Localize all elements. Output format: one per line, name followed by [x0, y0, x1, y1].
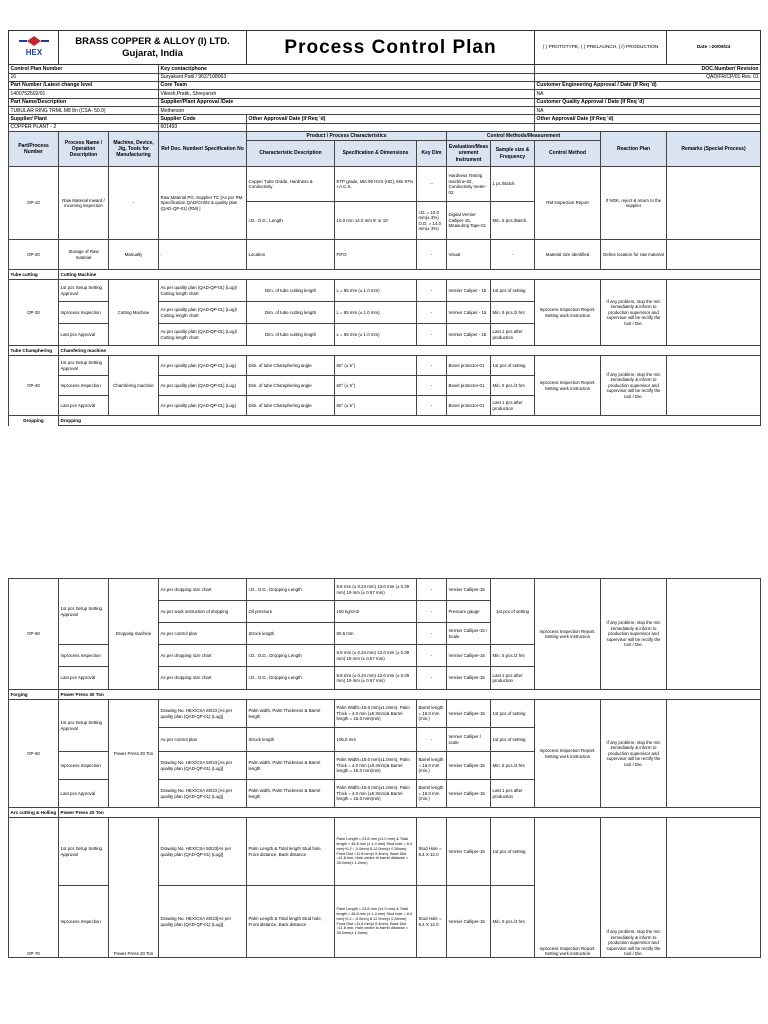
op70-row-2: Inprocess Inspection Drawing No. HEX/CSA 50/23[As per quality plan (QAD-QP-01) (Lug)] Palm Length & Total length Stud hole, Front distance, Back distance Palm Length = 23.6 mm (±1.0 mm) & Total length = 46.8 mm (± 1.4 mm) Stud hole = 8.4 mm(+0.2 / -0.0mm) 8.12.0mm(± 0.36mm) Front Dist =11.8 mm(± 0.4mm), Back Dist =11.8 mm, Hole centre to barrel distance = 35.0mm(± 1.0mm) Stud Hole = 8.4 X 12.0 Vernier Calliper-15 Min. 5 pcs./2 hrs — [9, 886, 761, 958]
op60-row-1: OP-60 1st pcs Setup Setting Approval Power Press 30 Ton Drawing No. HEX/CSA 50/23 [As per quality plan (QAD-QP-01) (Lug)] Palm width, Palm Thickness & Barrel length Palm Width=18.0 mm(±1.0mm), Palm Thick = 4.0 mm (±0.3mm)& Barrel length = 16.0 mm(min) Barrel length = 16.0 mm (min.) Vernier Calliper-15 1st pcs of setting Inprocess Inspection Report. Setting work instruction If any problem, stop the m/c immediately & inform to production supervisor and supervisor will be rectify the tool / Die. — [9, 700, 761, 728]
plan-date: Date :-20/09/24 — [667, 31, 761, 65]
op40-row-2: Inprocess Inspection As per quality plan (QAD-QP-01) (Lug) Dim. of tube Champhering angle 60° (± 5°) - Bevel protector-01 Min. 5 pcs./2 hrs — [9, 376, 761, 396]
part-name: TUBULAR RING TRML M8 8n (CSA- 50.0) — [9, 107, 159, 115]
col-evaluation: Evaluation/Measurement Instrument — [447, 141, 491, 167]
phase-selector: ( ) PROTOTYPE, ( ) PRELAUNCH, (√) PRODUCTION — [535, 31, 667, 65]
key-contact: Suryakant Patil / 9637108063 — [159, 73, 535, 81]
op10-row-1: OP-10 Raw Material Inward / incoming inspection - Raw Material PO, Supplier TC [As per RM Specification QAD/CH/02 & quality plan (QAD-QP-01) (RM) ] Copper Tube Grade, Hardness & Conductivity ETP grade, Min 90 HVS (HD), Min 97% I.A.C.S. -- Hardness Testing machine-02, Conductivity meter-02 1 pc./Batch. RM Inspection Report If NOK, reject & return to the supplier — [9, 167, 761, 202]
page-title: Process Control Plan — [247, 31, 535, 65]
col-ref-doc: Ref Doc. Number/ Specification No — [159, 132, 247, 167]
section-forging: Forging Power Press 30 Ton — [9, 690, 761, 700]
col-process-name: Process Name / Operation Description — [59, 132, 109, 167]
page-1 — [8, 30, 760, 426]
op50-row-5: Last pcs Approval As per dropping size chart I.D., O.D., Dropping Length 8.8 mm (± 0.24 mm) 13.0 mm (± 0.39 mm) 19 mm (± 0.57 mm) - Vernier Calliper-15 Last 1 pcs after production — [9, 667, 761, 689]
company-logo — [9, 31, 59, 65]
doc-number: QAD/FR/CP/01 Rev. 01 — [535, 73, 761, 81]
supplier-plant: COPPER PLANT - 2 — [9, 123, 159, 131]
op60-row-3: Inprocess Inspection Drawing No. HEX/CSA 50/23 [As per quality plan (QAD-QP-01) (Lug)] Palm width, Palm Thickness & Barrel length Palm Width=18.0 mm(±1.0mm), Palm Thick = 4.0 mm (±0.3mm)& Barrel length = 16.0 mm(min) Barrel length = 16.0 mm (min.) Vernier Calliper-15 Min. 5 pcs./2 hrs — [9, 752, 761, 780]
op50-row-2: As per work instruction of dropping Oil pressure 150 kg/cm2 - Pressure gauge — [9, 601, 761, 623]
op30-row-2: Inprocess Inspection As per quality plan (QAD-QP-01) (Lug)/ Cutting length chart Dim. of tube cutting length L = 55 mm (± 1.0 mm) - Vernier Caliper - 15 Min. 5 pcs./2 hrs — [9, 302, 761, 324]
col-sample: Sample size & Frequency — [491, 141, 535, 167]
hex-logo-icon — [15, 35, 53, 59]
op70-row-1: OP-70 1st pcs Setup Setting Approval Power Press 20 Ton Drawing No. HEX/CSA 50/23[As per quality plan (QAD-QP-01) (Lug)] Palm Length & Total length Stud hole, Front distance, Back distance Palm Length = 23.6 mm (±1.0 mm) & Total length = 46.8 mm (± 1.4 mm) Stud hole = 8.4 mm(+0.2 / -0.0mm) 8.12.0mm(± 0.36mm) Front Dist =11.8 mm(± 0.4mm), Back Dist =11.8 mm, Hole centre to barrel distance = 35.0mm(± 1.0mm) Stud Hole = 8.4 X 12.0 Vernier Calliper-15 1st pcs of setting Inprocess Inspection Report. Setting work instruction If any problem, stop the m/c immediately & inform to production supervisor and supervisor will be rectify the tool / Die. — [9, 818, 761, 886]
control-plan-header: HEX BRASS COPPER & ALLOY (I) LTD. Gujarat, India Process Control Plan ( ) PROTOTYPE, ( ) PRELAUNCH, (√) PRODUCTION Date :-20/09/24 Control Plan Number Key contact/phone DOC.Number/ Revision 16 Suryakant Patil / 9637108063 QAD/FR/CP/01 Rev. 01 Part Number /Latest change level Core Team Customer Engineering Approval / Date (If Req 'd) 1400752502/01 Vikesh,Pratik, Shreyansh NA Part Name/Description Supplier/Plant Approval /Date Customer Quality Approval / Date (If Req 'd) TUBULAR RING TRML M8 8n (CSA- 50.0) Motherson NA Supplier/ Plant Supplier Code Other Approval/ Date (If Req 'd) Other Approval/ Date (If Req 'd) COPPER PLANT - 2 601493 Part/Process Number Process Name / Operation Description Machine, Device, Jig, Tools for Manufacturing Ref Doc. Number/ Specification No Product / Process Characteristics Control Methods/Measurement Reaction Plan Remarks (Special Process) Characteristic Description Specification & Dimensions Key Dim Evaluation/Measurement Instrument Sample size & Frequency Control Method OP-10 Raw Material Inward / incoming inspection - Raw Material PO, Supplier TC [As per RM Specification QAD/CH/02 & quality plan (QAD-QP-01) (RM) ] Copper Tube Grade, Hardness & Conductivity ETP grade, Min 90 HVS (HD), Min 97% I.A.C.S. -- Hardness Testing machine-02, Conductivity meter-02 1 pc./Batch. RM Inspection Report If NOK, reject & return to the supplier I.D., O.D., Length 10.0 mm 14.0 mm 8' or 10' I.D. = 10.0 mm(± 3%) O.D. = 14.0 mm(± 3%) Digital Vernier Calliper-15, Measuring Tape-01 Min. 5 pcs./Batch. OP-20 Storage of Raw material Manually - Location FIFO - Visual - Material size identified Define location for raw material Tube cutting Cutting Machine OP-30 1st pcs Setup Setting Approval Cutting Machine As per quality plan (QAD-QP-01) (Lug)/ Cutting length chart Dim. of tube cutting length L = 55 mm (± 1.0 mm) - Vernier Caliper - 15 1st pcs of setting Inprocess Inspection Report. Setting work instruction If any problem, stop the m/c immediately & inform to production supervisor and supervisor will be rectify the tool / Die. Inprocess Inspection As per quality plan (QAD-QP-01) (Lug)/ Cutting length chart Dim. of tube cutting length L = 55 mm (± 1.0 mm) - Vernier Caliper - 15 Min. 5 pcs./2 hrs Last pcs Approval As per quality plan (QAD-QP-01) (Lug)/ Cutting length chart Dim. of tube cutting length L = 55 mm (± 1.0 mm) - Vernier Caliper - 15 Last 1 pcs after production Tube Champhering Chamfering machine OP-40 1st pcs Setup Setting Approval Chamfering machine As per quality plan (QAD-QP-01) (Lug) Dim. of tube Champhering angle 60° (± 5°) - Bevel protector-01 1st pcs of setting Inprocess Inspection Report. Setting work instruction If any problem, stop the m/c immediately & inform to production supervisor and supervisor will be rectify the tool / Die. Inprocess Inspection As per quality plan (QAD-QP-01) (Lug) Dim. of tube Champhering angle 60° (± 5°) - Bevel protector-01 Min. 5 pcs./2 hrs Last pcs Approval As per quality plan (QAD-QP-01) (Lug) Dim. of tube Champhering angle 60° (± 5°) - Bevel protector-01 Last 1 pcs after production Dropping Dropping — [8, 30, 761, 426]
op40-row-3: Last pcs Approval As per quality plan (QAD-QP-01) (Lug) Dim. of tube Champhering angle 60° (± 5°) - Bevel protector-01 Last 1 pcs after production — [9, 396, 761, 416]
col-group-control: Control Methods/Measurement — [447, 132, 601, 141]
op30-row-3: Last pcs Approval As per quality plan (QAD-QP-01) (Lug)/ Cutting length chart Dim. of tube cutting length L = 55 mm (± 1.0 mm) - Vernier Caliper - 15 Last 1 pcs after production — [9, 324, 761, 346]
supplier-approval: Motherson — [159, 107, 535, 115]
col-specification: Specification & Dimensions — [335, 141, 417, 167]
op50-row-1: OP-50 1st pcs Setup Setting Approval Dropping machine As per dropping size chart I.D., O.D., Dropping Length 8.8 mm (± 0.24 mm) 13.0 mm (± 0.39 mm) 19 mm (± 0.57 mm) - Vernier Calliper-15 1st pcs of setting Inprocess Inspection Report. Setting work instruction If any problem, stop the m/c immediately & inform to production supervisor and supervisor will be rectify the tool / Die. — [9, 579, 761, 601]
svg-text:HEX: HEX — [25, 47, 42, 57]
company-name: BRASS COPPER & ALLOY (I) LTD. Gujarat, India — [59, 31, 247, 65]
section-chamfering: Tube Champhering Chamfering machine — [9, 346, 761, 356]
col-key-dim: Key Dim — [417, 141, 447, 167]
part-number: 1400752502/01 — [9, 90, 159, 98]
op60-row-2: As per control plan Strock length 105.0 mm - Vernier Calliper / scale 1st pcs of setting — [9, 728, 761, 752]
op50-row-3: As per control plan Strock length 90.5 mm - Vernier Calliper-15 / Scale — [9, 623, 761, 645]
col-remarks: Remarks (Special Process) — [667, 132, 761, 167]
section-dropping: Dropping Dropping — [9, 416, 761, 426]
op20-row: OP-20 Storage of Raw material Manually - Location FIFO - Visual - Material size identified Define location for raw material — [9, 240, 761, 270]
col-machine: Machine, Device, Jig, Tools for Manufacturing — [109, 132, 159, 167]
col-part-process-number: Part/Process Number — [9, 132, 59, 167]
op30-row-1: OP-30 1st pcs Setup Setting Approval Cutting Machine As per quality plan (QAD-QP-01) (Lug)/ Cutting length chart Dim. of tube cutting length L = 55 mm (± 1.0 mm) - Vernier Caliper - 15 1st pcs of setting Inprocess Inspection Report. Setting work instruction If any problem, stop the m/c immediately & inform to production supervisor and supervisor will be rectify the tool / Die. — [9, 280, 761, 302]
control-plan-number: 16 — [9, 73, 159, 81]
core-team: Vikesh,Pratik, Shreyansh — [159, 90, 535, 98]
col-control-method: Control Method — [535, 141, 601, 167]
supplier-code: 601493 — [159, 123, 247, 131]
section-arc-cutting: Arc cutting & Holling Power Press 20 Ton — [9, 808, 761, 818]
op60-row-4: Last pcs Approval Drawing No. HEX/CSA 50/23 [As per quality plan (QAD-QP-01) (Lug)] Palm width, Palm Thickness & Barrel length Palm Width=18.0 mm(±1.0mm), Palm Thick = 4.0 mm (±0.3mm)& Barrel length = 16.0 mm(min) Barrel length = 16.0 mm (min.) Vernier Calliper-15 Last 1 pcs after production — [9, 780, 761, 808]
op40-row-1: OP-40 1st pcs Setup Setting Approval Chamfering machine As per quality plan (QAD-QP-01) (Lug) Dim. of tube Champhering angle 60° (± 5°) - Bevel protector-01 1st pcs of setting Inprocess Inspection Report. Setting work instruction If any problem, stop the m/c immediately & inform to production supervisor and supervisor will be rectify the tool / Die. — [9, 356, 761, 376]
op10-row-2: I.D., O.D., Length 10.0 mm 14.0 mm 8' or 10' I.D. = 10.0 mm(± 3%) O.D. = 14.0 mm(± 3%) Digital Vernier Calliper-15, Measuring Tape-01 Min. 5 pcs./Batch. — [9, 202, 761, 240]
op50-row-4: Inprocess Inspection As per dropping size chart I.D., O.D., Dropping Length 8.8 mm (± 0.24 mm) 13.0 mm (± 0.39 mm) 19 mm (± 0.57 mm) - Vernier Calliper-15 Min. 5 pcs./2 hrs — [9, 645, 761, 667]
col-char-desc: Characteristic Description — [247, 141, 335, 167]
page-2 — [8, 578, 760, 958]
col-group-product-process: Product / Process Characteristics — [247, 132, 447, 141]
control-plan-continued — [8, 578, 761, 958]
col-reaction-plan: Reaction Plan — [601, 132, 667, 167]
section-tube-cutting: Tube cutting Cutting Machine — [9, 270, 761, 280]
